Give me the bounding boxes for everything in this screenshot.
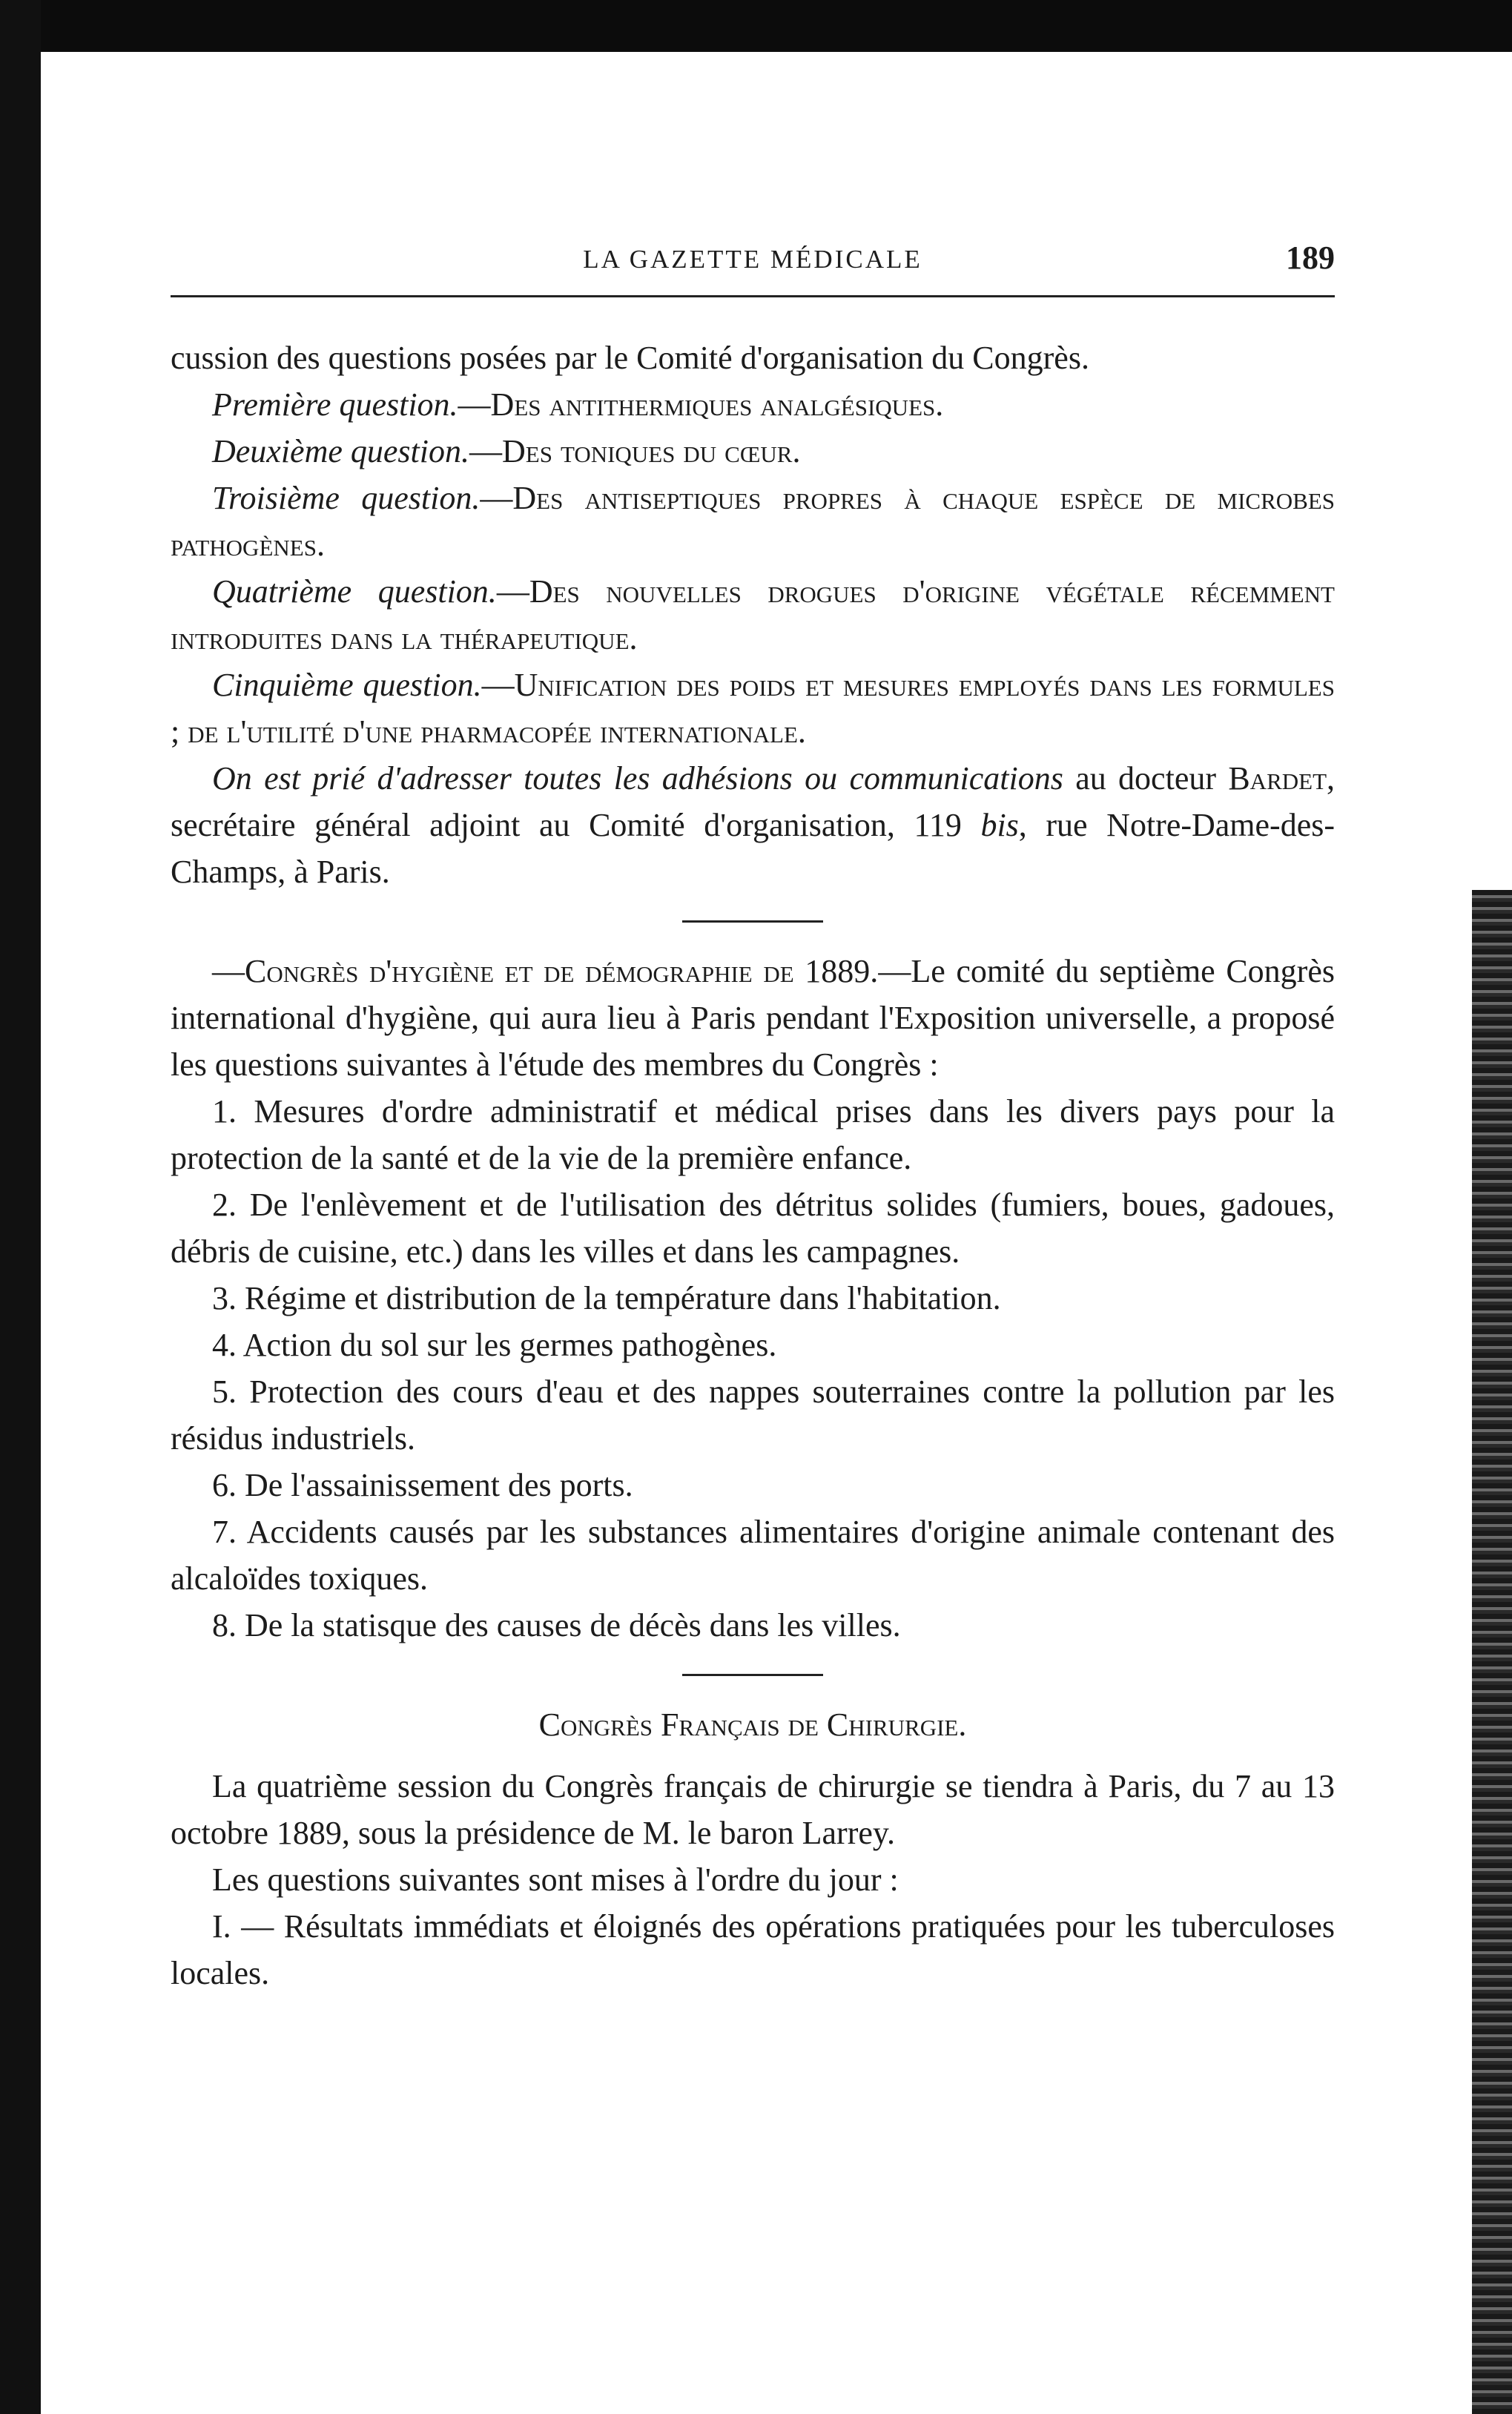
question-label: Troisième question.	[212, 480, 481, 516]
question-label: Cinquième question.	[212, 667, 482, 703]
body-text	[171, 334, 1335, 1996]
scan-border-left	[0, 0, 41, 2414]
hygiene-title: —Congrès d'hygiène et de démographie de 1889.	[212, 953, 879, 989]
hygiene-intro	[171, 948, 1335, 1088]
notice-name: Bardet	[1228, 760, 1327, 797]
header-rule	[171, 295, 1335, 297]
question-text: —Des antiseptiques propres à chaque espèce de microbes pathogènes.	[171, 480, 1335, 563]
notice-text: au docteur	[1063, 760, 1229, 797]
hygiene-intro-text: —Le comité du septième Congrès international d'hygiène, qui aura lieu à Paris pendant l'Exposition universelle, a proposé les questions suivantes à l'étude des membres du Congrès :	[171, 953, 1335, 1083]
notice-italic: On est prié d'adresser toutes les adhésions ou communications	[212, 760, 1063, 797]
list-item: 8. De la statisque des causes de décès dans les villes.	[212, 1607, 901, 1643]
question-label: Quatrième question.	[212, 573, 497, 610]
question-1	[171, 381, 1335, 428]
question-3	[171, 475, 1335, 568]
notice-bis: bis	[980, 807, 1019, 843]
notice-text: , secrétaire général adjoint au Comité d'organisation, 119	[171, 760, 1335, 843]
section-separator	[682, 1674, 823, 1676]
question-label: Première question.	[212, 386, 458, 423]
question-label: Deuxième question.	[212, 433, 469, 469]
question-text: —Des antithermiques analgésiques.	[458, 386, 944, 423]
list-item: 1. Mesures d'ordre administratif et médical prises dans les divers pays pour la protection de la santé et de la vie de la première enfance.	[171, 1093, 1335, 1176]
question-2	[171, 428, 1335, 475]
question-text: —Des toniques du cœur.	[469, 433, 801, 469]
notice-text: , rue Notre-Dame-des-Champs, à Paris.	[171, 807, 1336, 890]
running-title: LA GAZETTE MÉDICALE	[583, 245, 922, 274]
question-4	[171, 568, 1335, 662]
list-item: 2. De l'enlèvement et de l'utilisation des détritus solides (fumiers, boues, gadoues, débris de cuisine, etc.) dans les villes et dans les campagnes.	[171, 1187, 1335, 1270]
page-header	[171, 222, 1335, 282]
surgery-question-1: I. — Résultats immédiats et éloignés des opérations pratiquées pour les tuberculoses locales.	[171, 1908, 1335, 1991]
question-5	[171, 662, 1335, 755]
opening-paragraph: cussion des questions posées par le Comité d'organisation du Congrès.	[171, 340, 1089, 376]
surgery-paragraph: La quatrième session du Congrès français de chirurgie se tiendra à Paris, du 7 au 13 octobre 1889, sous la présidence de M. le baron Larrey.	[171, 1768, 1335, 1851]
list-item: 7. Accidents causés par les substances alimentaires d'origine animale contenant des alcaloïdes toxiques.	[171, 1514, 1335, 1597]
surgery-questions-intro: Les questions suivantes sont mises à l'ordre du jour :	[212, 1861, 899, 1898]
scan-border-top	[0, 0, 1512, 52]
list-item: 6. De l'assainissement des ports.	[212, 1467, 633, 1503]
notice-paragraph	[171, 755, 1335, 895]
section-separator	[682, 920, 823, 923]
question-text: —Unification des poids et mesures employés dans les formules ; de l'utilité d'une pharmacopée internationale.	[171, 667, 1335, 750]
list-item: 4. Action du sol sur les germes pathogènes.	[212, 1327, 777, 1363]
list-item: 5. Protection des cours d'eau et des nappes souterraines contre la pollution par les résidus industriels.	[171, 1373, 1335, 1457]
page	[171, 222, 1335, 1996]
list-item: 3. Régime et distribution de la température dans l'habitation.	[212, 1280, 1001, 1316]
page-number: 189	[1286, 240, 1335, 276]
scan-page-edge-right	[1472, 890, 1512, 2414]
section-heading: Congrès Français de Chirurgie.	[538, 1706, 967, 1743]
question-text: —Des nouvelles drogues d'origine végétale récemment introduites dans la thérapeutique.	[171, 573, 1335, 656]
